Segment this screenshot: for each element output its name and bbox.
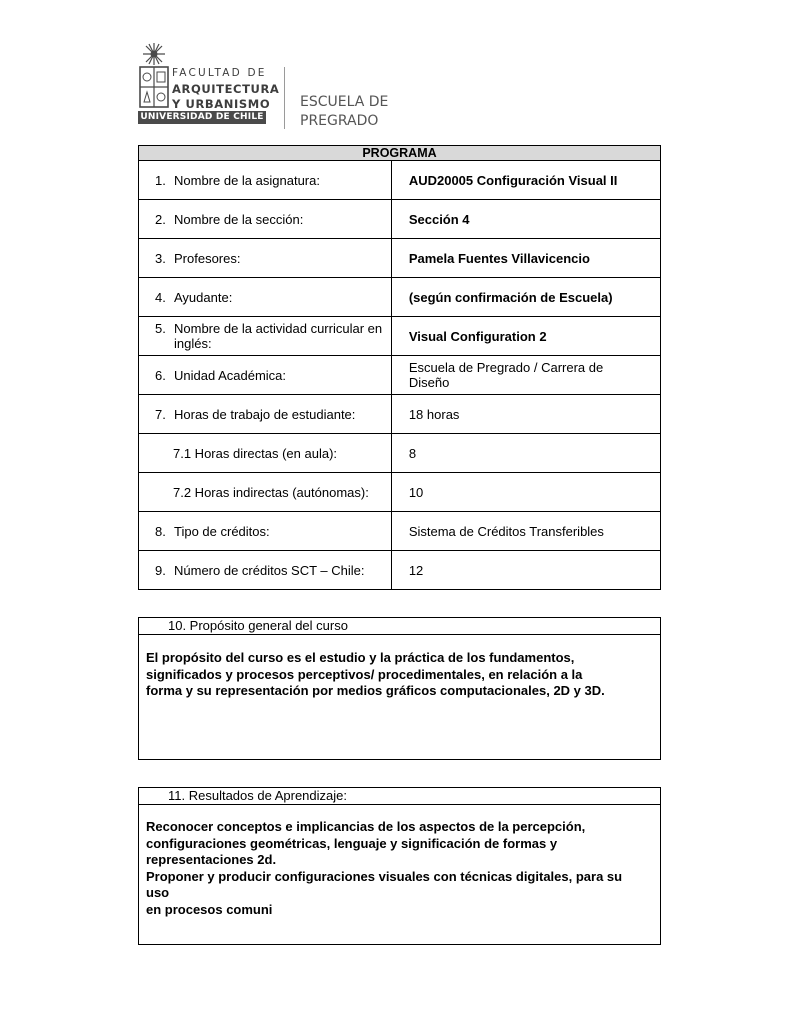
- row-value: (según confirmación de Escuela): [408, 289, 613, 305]
- row-value: 18 horas: [408, 406, 460, 422]
- table-row: [139, 551, 661, 590]
- row-number: 8.: [155, 523, 166, 539]
- row-value: Pamela Fuentes Villavicencio: [408, 250, 590, 266]
- table-row: [139, 395, 661, 434]
- row-label: Ayudante:: [174, 289, 233, 305]
- table-row: [139, 278, 661, 317]
- faculty-name-line: FACULTAD DE: [172, 67, 267, 79]
- section-body: [139, 635, 660, 700]
- faculty-name-line: ARQUITECTURA: [172, 82, 280, 96]
- table-row: [139, 200, 661, 239]
- row-label: Profesores:: [174, 250, 241, 266]
- row-number: 1.: [155, 172, 166, 188]
- row-label: Horas de trabajo de estudiante:: [174, 406, 356, 422]
- row-number: 2.: [155, 211, 166, 227]
- table-row: [139, 512, 661, 551]
- body-line: El propósito del curso es el estudio y la práctica de los fundamentos,: [146, 650, 575, 665]
- faculty-logo: [138, 42, 388, 130]
- row-number: 7.: [155, 406, 166, 422]
- logo-divider: [284, 67, 285, 129]
- resultados-section: [138, 787, 661, 945]
- body-line: Reconocer conceptos e implicancias de los aspectos de la percepción,: [146, 819, 586, 834]
- table-row: [139, 317, 661, 356]
- table-row: [139, 434, 661, 473]
- body-line: significados y procesos perceptivos/ procedimentales, en relación a la: [146, 666, 583, 682]
- row-value: Visual Configuration 2: [408, 328, 547, 344]
- row-value: Sistema de Créditos Transferibles: [408, 523, 604, 539]
- row-label: Unidad Académica:: [174, 367, 287, 383]
- row-label: 7.2 Horas indirectas (autónomas):: [173, 484, 369, 500]
- table-row: [139, 161, 661, 200]
- section-heading: 11. Resultados de Aprendizaje:: [139, 788, 660, 805]
- programa-title: PROGRAMA: [139, 146, 661, 161]
- body-line: representaciones 2d.: [146, 852, 277, 867]
- programa-table: [138, 145, 661, 590]
- university-crest-icon: [138, 42, 170, 114]
- school-name-line: PREGRADO: [300, 113, 379, 129]
- school-name: [300, 93, 388, 131]
- row-label: Nombre de la asignatura:: [174, 172, 320, 188]
- body-line: forma y su representación por medios gráficos computacionales, 2D y 3D.: [146, 683, 605, 698]
- row-number: 9.: [155, 562, 166, 578]
- table-row: [139, 473, 661, 512]
- row-value: 12: [408, 562, 424, 578]
- section-heading: 10. Propósito general del curso: [139, 618, 660, 635]
- body-line: en procesos comuni: [146, 901, 273, 917]
- body-line: uso: [146, 885, 170, 900]
- university-name-bar: UNIVERSIDAD DE CHILE: [138, 111, 266, 124]
- row-label: 7.1 Horas directas (en aula):: [173, 445, 338, 461]
- table-row: [139, 239, 661, 278]
- row-value: Escuela de Pregrado / Carrera de Diseño: [408, 360, 604, 390]
- row-value: Sección 4: [408, 211, 470, 227]
- school-name-line: ESCUELA DE: [300, 94, 389, 110]
- body-line: configuraciones geométricas, lenguaje y significación de formas y: [146, 835, 558, 851]
- row-label: Tipo de créditos:: [174, 523, 270, 539]
- proposito-section: [138, 617, 661, 760]
- row-label: Nombre de la sección:: [174, 211, 304, 227]
- row-number: 5.: [155, 321, 166, 336]
- faculty-name-line: Y URBANISMO: [172, 97, 271, 111]
- body-line: Proponer y producir configuraciones visuales con técnicas digitales, para su: [146, 868, 623, 884]
- row-value: 10: [408, 484, 424, 500]
- row-label: Nombre de la actividad curricular en inglés:: [174, 321, 383, 351]
- table-row: [139, 356, 661, 395]
- row-number: 4.: [155, 289, 166, 305]
- section-body: [139, 805, 660, 918]
- row-value: 8: [408, 445, 417, 461]
- row-value: AUD20005 Configuración Visual II: [408, 172, 618, 188]
- row-label: Número de créditos SCT – Chile:: [174, 562, 365, 578]
- row-number: 6.: [155, 367, 166, 383]
- row-number: 3.: [155, 250, 166, 266]
